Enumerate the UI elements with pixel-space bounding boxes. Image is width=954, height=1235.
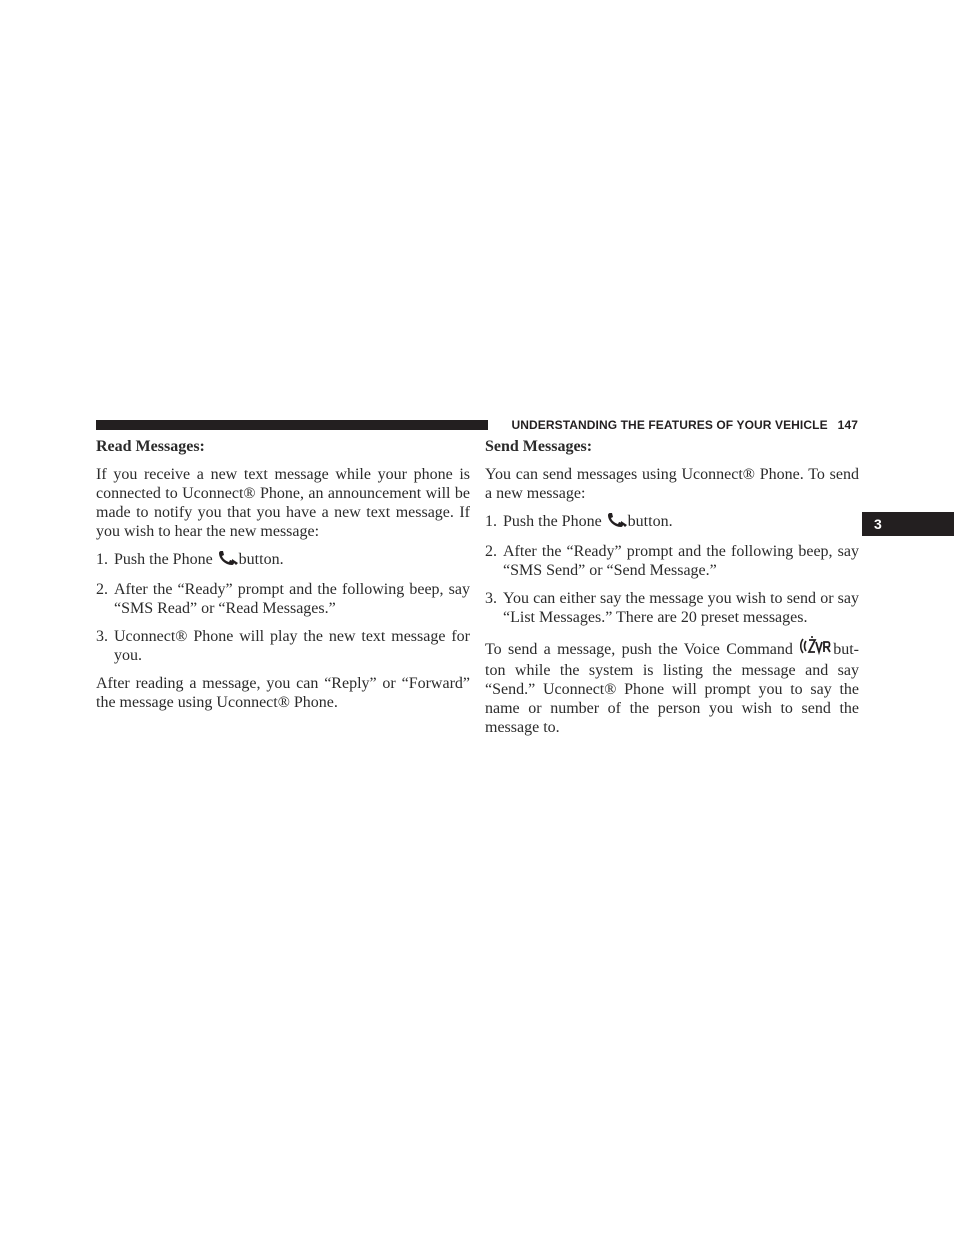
step-number: 3. — [96, 628, 108, 645]
right-column — [485, 437, 859, 746]
step-number: 1. — [485, 513, 497, 530]
step-number: 2. — [96, 581, 108, 598]
voice-command-icon — [799, 636, 833, 661]
list-item — [485, 589, 859, 627]
read-messages-steps — [96, 550, 470, 665]
read-messages-heading: Read Messages: — [96, 438, 205, 455]
send-messages-heading: Send Messages: — [485, 438, 593, 455]
step-text: After the “Ready” prompt and the following beep, say “SMS Send” or “Send Message.” — [503, 543, 859, 579]
step-text: After the “Ready” prompt and the following beep, say “SMS Read” or “Read Messages.” — [114, 581, 470, 617]
step-number: 3. — [485, 590, 497, 607]
send-messages-steps — [485, 512, 859, 627]
list-item — [485, 542, 859, 580]
read-messages-outro: After reading a message, you can “Reply” or “Forward” the message using Uconnect® Phone. — [96, 675, 470, 711]
phone-icon — [217, 550, 239, 571]
step-text: Push the Phone — [503, 513, 602, 530]
list-item — [96, 550, 470, 571]
page-number: 147 — [837, 418, 858, 432]
outro-text-before: To send a message, push the Voice Command — [485, 641, 793, 658]
send-messages-intro: You can send messages using Uconnect® Phone. To send a new message: — [485, 466, 859, 502]
step-text-after: button. — [627, 513, 673, 530]
step-text: You can either say the message you wish to send or say “List Messages.” There are 20 preset messages. — [503, 590, 859, 626]
list-item — [96, 580, 470, 618]
step-text: Push the Phone — [114, 551, 213, 568]
section-title: UNDERSTANDING THE FEATURES OF YOUR VEHICLE — [511, 418, 828, 432]
send-messages-outro — [485, 636, 859, 737]
header-rule — [96, 420, 488, 430]
chapter-tab — [862, 512, 954, 536]
step-number: 1. — [96, 551, 108, 568]
list-item — [485, 512, 859, 533]
phone-icon — [606, 512, 628, 533]
read-messages-intro: If you receive a new text message while your phone is connected to Uconnect® Phone, an announcement will be made to notify you that you have a new text message. If you wish to hear the new message: — [96, 466, 470, 540]
list-item — [96, 627, 470, 665]
left-column — [96, 437, 470, 721]
chapter-number: 3 — [874, 516, 882, 532]
outro-text-after: but-ton while the system is listing the message and say “Send.” Uconnect® Phone will prompt you to say the name or number of the person you wish to send the message to. — [485, 641, 860, 736]
step-text-after: button. — [238, 551, 284, 568]
running-header — [498, 418, 858, 432]
step-text: Uconnect® Phone will play the new text message for you. — [114, 628, 470, 664]
step-number: 2. — [485, 543, 497, 560]
